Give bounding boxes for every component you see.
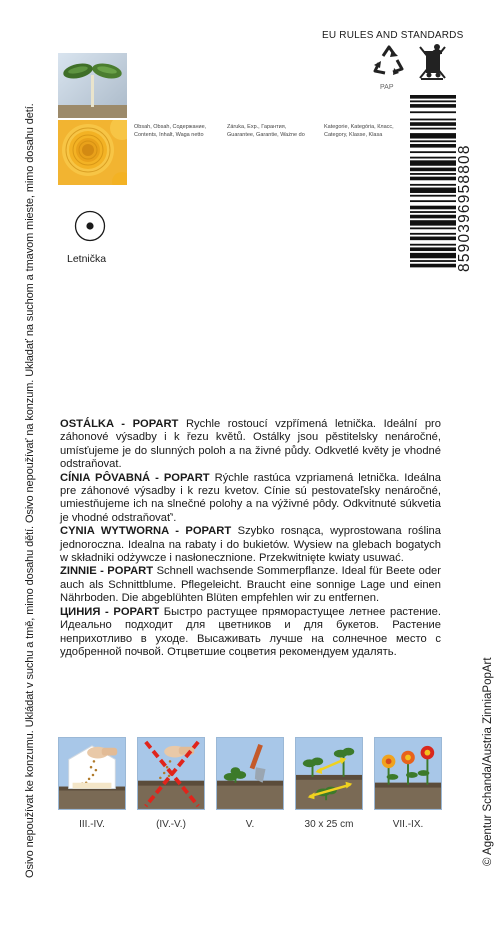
- description-heading: ZINNIE - POPART: [60, 565, 154, 578]
- description-text: Schnell wachsende Sommerpflanze. Ideal für Beete oder auch als Schnittblume. Pflegeleicht. Braucht eine sonnige Lage und einen Nährboden. Die abgeblühten Blüten empfehlen wir zu entfernen.: [60, 565, 441, 605]
- legend-guarantee: [227, 123, 305, 139]
- recycle-icon: [371, 44, 407, 78]
- legend-contents-line: Obsah, Obsah, Содержание,: [134, 124, 207, 130]
- description-heading: ЦИНИЯ - POPART: [60, 605, 160, 618]
- annual-symbol-icon: [74, 210, 106, 242]
- step-spacing-icon: [295, 737, 363, 810]
- step-label: VII.-IX.: [392, 819, 424, 830]
- step-sow-outdoor-crossed-icon: [137, 737, 205, 810]
- description-german: [60, 565, 441, 605]
- description-text: Rýchle rastúca vzpriamená letnička. Ideálna pre záhonové výsadby i k rezu kvetov. Cínie sú pestovateľsky nenáročné, umiestňujeme ich na slnečné polohy a na výživné pôdy. Odkvitnuté súkvetia je vhodné odstraňovať'.: [60, 471, 441, 524]
- legend-contents-line: Contents, Inhalt, Waga netto: [134, 132, 204, 138]
- step-plant-out-icon: [216, 737, 284, 810]
- step-flowering-icon: [374, 737, 442, 810]
- step-label: (IV.-V.): [156, 819, 186, 830]
- pap-label: PAP: [380, 84, 394, 91]
- annual-label: Letnička: [67, 253, 107, 265]
- storage-warning-vertical: Osivo nepoužívat ke konzumu. Ukládat v suchu a tmě, mimo dosahu dětí. Osivo nepoužívať na konzum. Ukladať na suchom a tmavom mieste, mimo dosahu detí.: [24, 103, 36, 878]
- description-text: Быстро растущее пряморастущее летнее растение. Идеально подходит для цветников и для букетов. Растение неприхотливо в уходе. Высаживать лучше на солнечное место с удобренной почвой. Отцветшие соцветия рекомендуем удалять.: [60, 605, 441, 658]
- waste-bin-icon: [417, 44, 447, 80]
- description-heading: CYNIA WYTWORNA - POPART: [60, 525, 232, 538]
- product-descriptions: [60, 418, 441, 659]
- legend-contents: [134, 123, 206, 139]
- description-russian: [60, 606, 441, 660]
- description-text: Rychle rostoucí vzpřímená letnička. Ideální pro záhonové výsadby i k řezu květů. Ostálky jsou pěstitelsky nenáročné, umísťujeme je do slunných poloh a na živné půdy. Odkvetlé květy je vhodné odstraňovat.: [60, 418, 441, 471]
- step-label: III.-IV.: [79, 819, 105, 830]
- legend-guarantee-line: Záruka, Exp., Гарантия,: [227, 124, 287, 130]
- barcode-image: [410, 95, 456, 271]
- step-label: 30 x 25 cm: [304, 819, 354, 830]
- description-text: Szybko rosnąca, wyprostowana roślina jednoroczna. Idealna na rabaty i do bukietów. Wysiew na glebach bogatych w składniki odżywcze i nasłonecznione. Przekwitnięte kwiaty usuwać.: [60, 525, 441, 565]
- description-polish: [60, 525, 441, 565]
- description-heading: OSTÁLKA - POPART: [60, 418, 179, 430]
- description-heading: CÍNIA PÔVABNÁ - POPART: [60, 471, 210, 484]
- step-label: V.: [245, 819, 255, 830]
- eu-rules-title: EU RULES AND STANDARDS: [322, 30, 464, 41]
- step-sow-indoor-icon: [58, 737, 126, 810]
- legend-category: [324, 123, 394, 139]
- legend-category-line: Kategorie, Kategória, Класс,: [324, 124, 394, 130]
- copyright-vertical: © Agentur Schanda/Austria ZinniaPopArt: [482, 657, 494, 866]
- zinnia-flower-photo: [58, 120, 127, 185]
- legend-category-line: Category, Klasse, Klasa: [324, 132, 383, 138]
- description-slovak: [60, 472, 441, 526]
- seedling-photo: [58, 53, 127, 118]
- legend-guarantee-line: Guarantee, Garantie, Ważne do: [227, 132, 305, 138]
- description-czech: [60, 418, 441, 472]
- barcode-digits: 8590396958808: [456, 144, 473, 272]
